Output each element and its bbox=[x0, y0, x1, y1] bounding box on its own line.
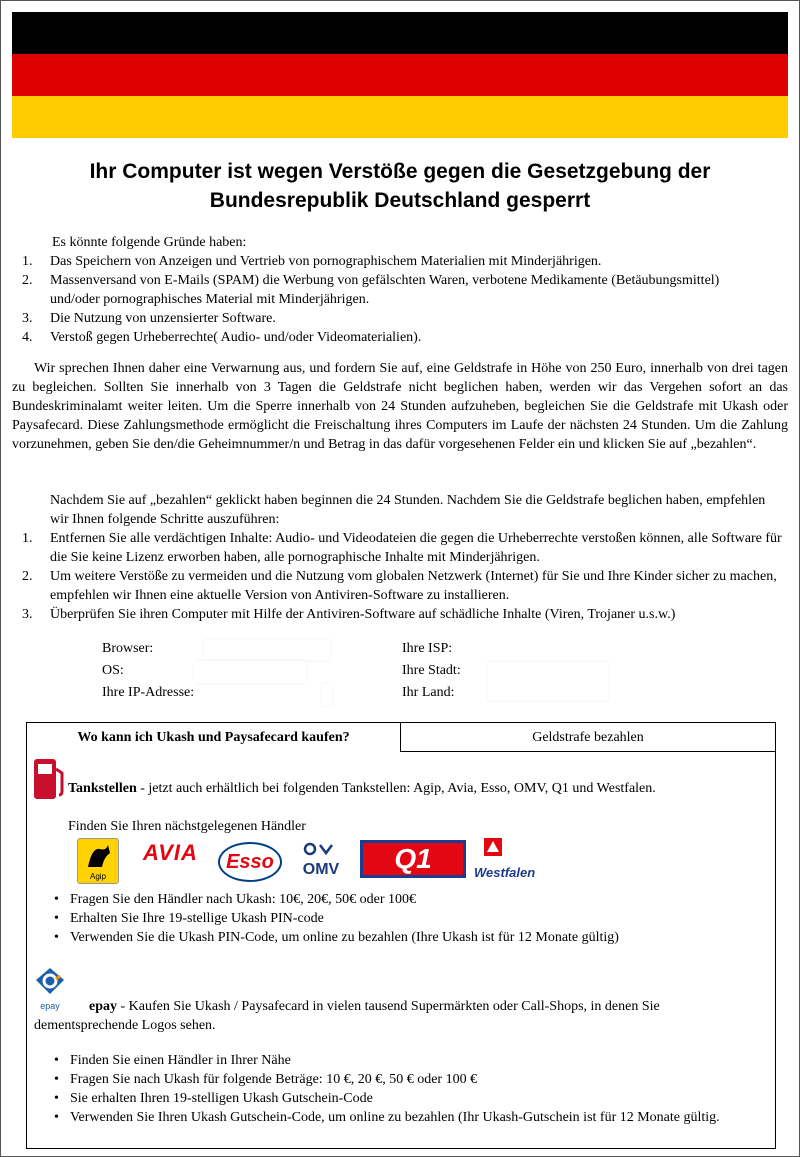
browser-label: Browser: bbox=[102, 641, 154, 656]
isp-label: Ihre ISP: bbox=[402, 641, 453, 656]
agip-logo: Agip bbox=[77, 838, 119, 884]
westfalen-logo: Westfalen bbox=[474, 836, 544, 880]
list-item: • Erhalten Sie Ihre 19-stellige Ukash PIN-code bbox=[52, 909, 752, 928]
reason-item: 2. Massenversand von E-Mails (SPAM) die Werbung von gefälschten Waren, verbotene Medikamente (Betäubungsmittel) und/oder pornographisches Material mit Minderjährigen. bbox=[22, 273, 720, 307]
step-item: 2. Um weitere Verstöße zu vermeiden und die Nutzung vom globalen Netzwerk (Internet) für Sie und Ihre Kinder sicher zu machen, empfehlen wir Ihnen eine aktuelle Version von Antiviren-Software zu installieren. bbox=[22, 569, 777, 603]
list-item: • Fragen Sie den Händler nach Ukash: 10€, 20€, 50€ oder 100€ bbox=[52, 890, 752, 909]
tankstellen-text bbox=[68, 779, 768, 798]
list-item: • Sie erhalten Ihren 19-stelligen Ukash Gutschein-Code bbox=[52, 1089, 772, 1108]
tab-where-to-buy[interactable]: Wo kann ich Ukash und Paysafecard kaufen? bbox=[26, 722, 401, 752]
avia-logo: AVIA bbox=[143, 840, 198, 865]
tankstellen-bullets bbox=[52, 890, 752, 947]
epay-title: epay bbox=[89, 999, 117, 1014]
omv-logo: OMV bbox=[296, 842, 346, 878]
title-line-1: Ihr Computer ist wegen Verstöße gegen die Gesetzgebung der bbox=[89, 160, 711, 183]
warning-paragraph: Wir sprechen Ihnen daher eine Verwarnung aus, und fordern Sie auf, eine Geldstrafe in Höhe von 250 Euro, innerhalb von drei tagen zu begleichen. Sollten Sie innerhalb von 3 Tagen die Geldstrafe nicht beglichen haben, werden wir das Vergehen sofort an das Bundeskriminalamt weiter leiten. Um die Sperre innerhalb von 24 Stunden aufzuheben, begleichen Sie die Geldstrafe mit Ukash oder Paysafecard. Diese Zahlungsmethode ermöglicht die Freischaltung ihres Computers im Laufe der nächsten 24 Stunden. Um die Zahlung vorzunehmen, geben Sie den/die Geheimnummer/n und Betrag in das dafür vorgesehenen Felder ein und klicken Sie auf „bezahlen“. bbox=[12, 361, 788, 452]
list-item: • Verwenden Sie die Ukash PIN-Code, um online zu bezahlen (Ihre Ukash ist für 12 Monate gültig) bbox=[52, 928, 752, 947]
steps-list bbox=[12, 529, 782, 624]
ip-label: Ihre IP-Adresse: bbox=[102, 685, 195, 700]
tab-pay-fine[interactable]: Geldstrafe bezahlen bbox=[400, 722, 776, 752]
os-label: OS: bbox=[102, 663, 124, 678]
epay-logo: epay bbox=[33, 966, 67, 1008]
title-line-2: Bundesrepublik Deutschland gesperrt bbox=[209, 189, 591, 212]
list-item: • Verwenden Sie Ihren Ukash Gutschein-Code, um online zu bezahlen (Ihr Ukash-Gutschein ist für 12 Monate gültig. bbox=[52, 1108, 772, 1127]
tankstellen-title: Tankstellen bbox=[68, 781, 137, 796]
flag-stripe-black bbox=[12, 12, 788, 54]
info-labels-left bbox=[102, 638, 194, 704]
epay-bullets bbox=[52, 1051, 772, 1127]
reason-item: 3. Die Nutzung von unzensierter Software. bbox=[22, 311, 276, 326]
reasons-list bbox=[12, 252, 772, 347]
epay-text bbox=[34, 997, 754, 1035]
list-item: • Finden Sie einen Händler in Ihrer Nähe bbox=[52, 1051, 772, 1070]
tankstellen-description: - jetzt auch erhältlich bei folgenden Tankstellen: Agip, Avia, Esso, OMV, Q1 und Westfalen. bbox=[136, 781, 656, 796]
reason-item: 4. Verstoß gegen Urheberrechte( Audio- und/oder Videomaterialien). bbox=[22, 330, 422, 345]
flag-stripe-gold bbox=[12, 96, 788, 138]
ip-value bbox=[322, 684, 332, 706]
dealer-finder-text: Finden Sie Ihren nächstgelegenen Händler bbox=[68, 819, 306, 834]
step-item: 1. Entfernen Sie alle verdächtigen Inhalte: Audio- und Videodateien die gegen die Urheberrechte verstoßen können, alle Software für die Sie keine Lizenz erworben haben, alle pornographische Inhalte mit Minderjährigen. bbox=[22, 531, 782, 565]
os-value bbox=[194, 661, 306, 683]
q1-logo: Q1 bbox=[360, 840, 466, 878]
city-label: Ihre Stadt: bbox=[402, 663, 461, 678]
flag-stripe-red bbox=[12, 54, 788, 96]
page-title bbox=[20, 157, 780, 215]
reasons-intro: Es könnte folgende Gründe haben: bbox=[52, 235, 247, 250]
fuel-pump-icon bbox=[32, 755, 66, 801]
reason-item: 1. Das Speichern von Anzeigen und Vertrieb von pornographischem Materialien mit Minderjährigen. bbox=[22, 254, 602, 269]
esso-logo: Esso bbox=[218, 842, 282, 882]
country-label: Ihr Land: bbox=[402, 685, 455, 700]
list-item: • Fragen Sie nach Ukash für folgende Beträge: 10 €, 20 €, 50 € oder 100 € bbox=[52, 1070, 772, 1089]
epay-description: - Kaufen Sie Ukash / Paysafecard in vielen tausend Supermärkten oder Call-Shops, in denen Sie dementsprechende Logos sehen. bbox=[34, 999, 660, 1033]
steps-intro: Nachdem Sie auf „bezahlen“ geklickt haben beginnen die 24 Stunden. Nachdem Sie die Geldstrafe beglichen haben, empfehlen wir Ihnen folgende Schritte auszuführen: bbox=[50, 493, 766, 527]
country-value bbox=[488, 662, 608, 700]
browser-value bbox=[204, 640, 330, 660]
german-flag bbox=[12, 12, 788, 138]
step-item: 3. Überprüfen Sie ihren Computer mit Hilfe der Antiviren-Software auf schädliche Inhalte (Viren, Trojaner u.s.w.) bbox=[22, 607, 676, 622]
info-labels-right bbox=[402, 638, 461, 704]
